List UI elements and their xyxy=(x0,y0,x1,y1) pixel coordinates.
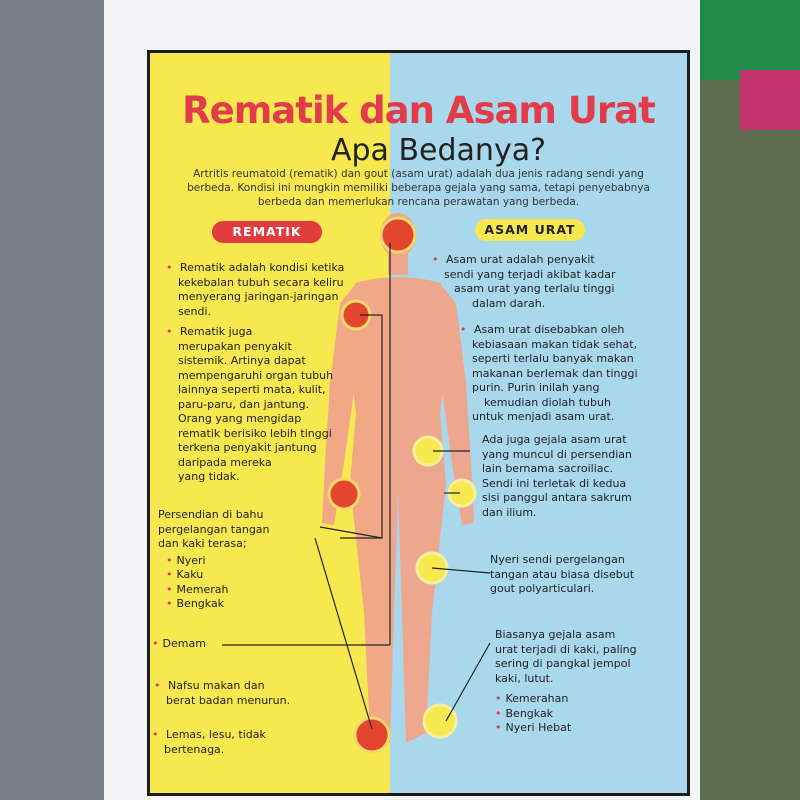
rematik-point-3: Persendian di bahu pergelangan tangan dan kaki terasa; • Nyeri • Kaku • Memerah • Bengkak xyxy=(158,508,270,612)
joint-head xyxy=(381,218,415,252)
rematik-label: REMATIK xyxy=(212,221,322,243)
intro-text: Artritis reumatoid (rematik) dan gout (asam urat) adalah dua jenis radang sendi yang berbeda. Kondisi ini mungkin memiliki beberapa gejala yang sama, tetapi penyebabnya berbeda dan memerlukan rencana perawatan yang berbeda. xyxy=(187,168,650,208)
joint-wrist xyxy=(329,479,359,509)
list-item: • Bengkak xyxy=(495,707,637,722)
asam-urat-point-3: Ada juga gejala asam urat yang muncul di persendian lain bernama sacroiliac. Sendi ini terletak di kedua sisi panggul antara sakrum dan ilium. xyxy=(482,433,632,519)
rematik-point-1: • Rematik adalah kondisi ketika kekebalan tubuh secara keliru menyerang jaringan-jaringan sendi. xyxy=(166,261,344,319)
asam-urat-point-1: • Asam urat adalah penyakit sendi yang terjadi akibat kadar asam urat yang terlalu tinggi dalam darah. xyxy=(432,253,616,311)
asam-urat-point-4: Nyeri sendi pergelangan tangan atau biasa disebut gout polyarticulari. xyxy=(490,553,635,595)
rematik-point-lemas: • Lemas, lesu, tidak bertenaga. xyxy=(152,728,266,757)
list-item: • Bengkak xyxy=(166,597,270,612)
rematik-point-demam: • Demam xyxy=(152,637,206,652)
asam-urat-point-2: • Asam urat disebabkan oleh kebiasaan makan tidak sehat, seperti terlalu banyak makan makanan berlemak dan tinggi purin. Purin inilah yang kemudian diolah tubuh untuk menjadi asam urat. xyxy=(460,323,638,425)
list-item: • Memerah xyxy=(166,583,270,598)
list-item: • Kemerahan xyxy=(495,692,637,707)
list-item: • Nyeri xyxy=(166,554,270,569)
list-item: • Nyeri Hebat xyxy=(495,721,637,736)
joint-foot-left xyxy=(355,718,389,752)
poster-title: Rematik dan Asam Urat xyxy=(182,89,655,132)
poster xyxy=(147,50,690,796)
background-green-object xyxy=(690,0,800,80)
rematik-point-nafsu: • Nafsu makan dan berat badan menurun. xyxy=(154,679,290,708)
background-pink-object xyxy=(740,70,800,130)
rematik-point-2: • Rematik juga merupakan penyakit sistemik. Artinya dapat mempengaruhi organ tubuh lainnya seperti mata, kulit, paru-paru, dan jantung. Orang yang mengidap rematik berisiko lebih tinggi terkena penyakit jantung daripada mereka yang tidak. xyxy=(166,325,333,485)
rematik-symptom-list xyxy=(158,554,270,612)
asam-urat-label: ASAM URAT xyxy=(475,219,585,241)
asam-urat-symptom-list xyxy=(495,692,637,736)
poster-subtitle: Apa Bedanya? xyxy=(330,133,547,168)
list-item: • Kaku xyxy=(166,568,270,583)
asam-urat-point-5: Biasanya gejala asam urat terjadi di kaki, paling sering di pangkal jempol kaki, lutut. • Kemerahan • Bengkak • Nyeri Hebat xyxy=(495,628,637,736)
joint-foot-right xyxy=(424,705,456,737)
